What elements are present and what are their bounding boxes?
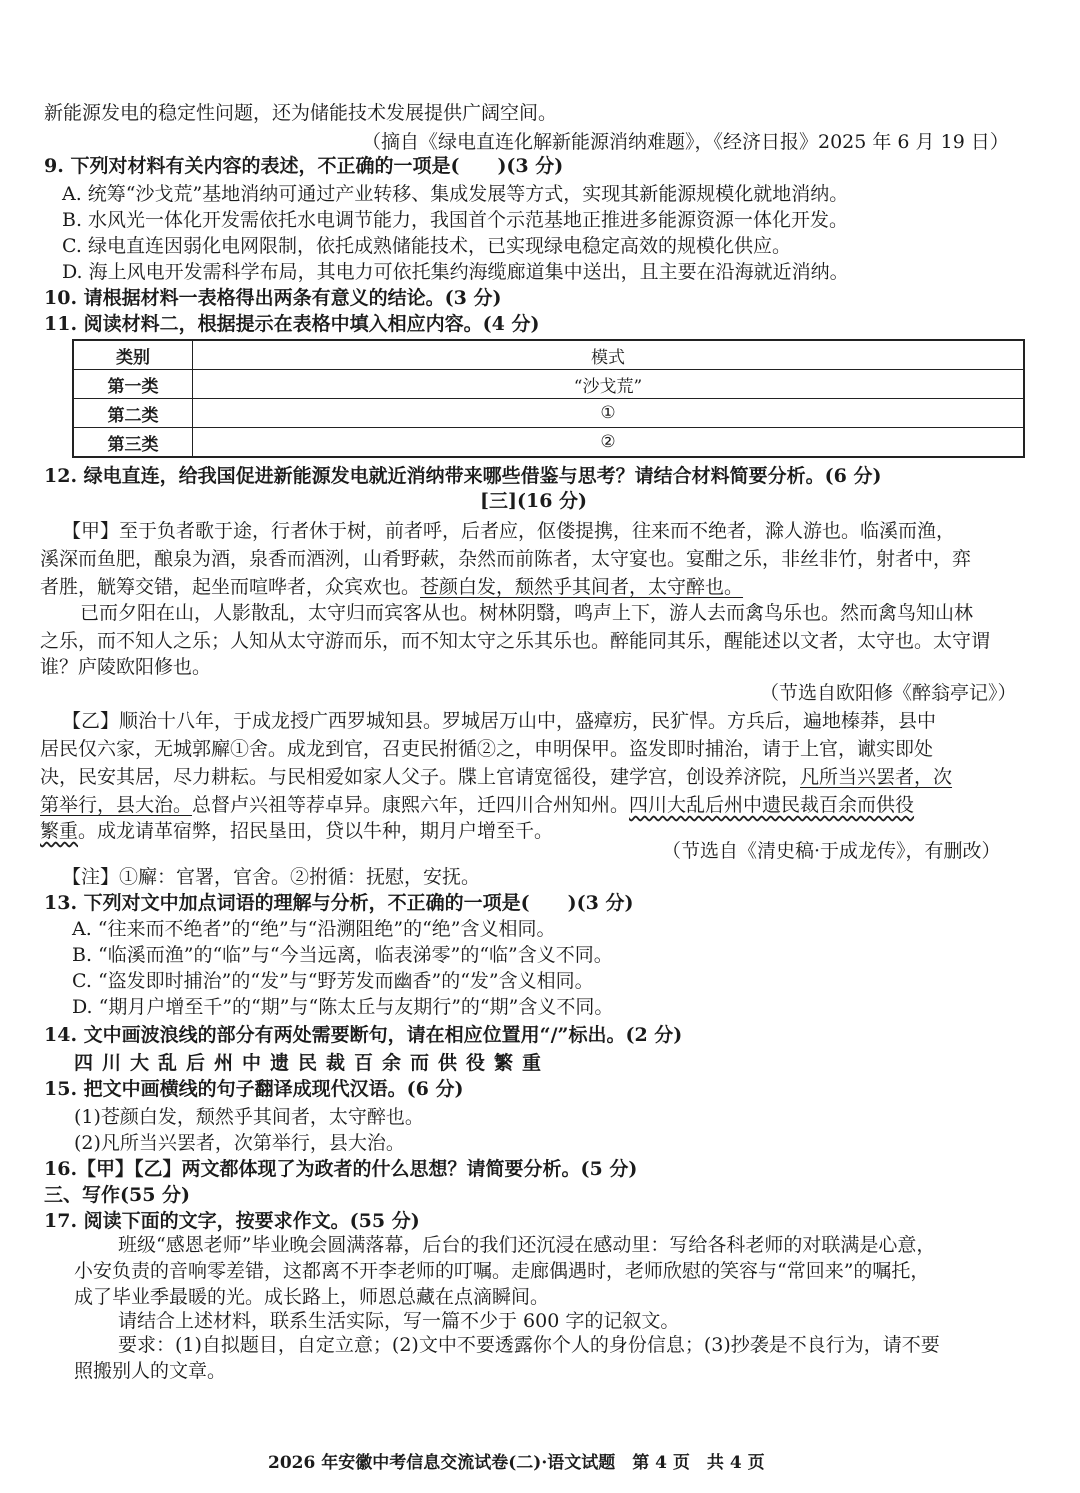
jia-line-6: 谁？庐陵欧阳修也。 bbox=[40, 656, 212, 678]
q11-stem: 11. 阅读材料二，根据提示在表格中填入相应内容。(4 分) bbox=[44, 313, 540, 335]
yi-line-3-text: 决，民安其居，尽力耕耘。与民相爱如家人父子。牒上官请宽徭役，建学宫，创设养济院， bbox=[40, 766, 801, 788]
q15-sentence-1: (1)苍颜白发，颓然乎其间者，太守醉也。 bbox=[74, 1106, 424, 1128]
table-row bbox=[73, 399, 1024, 428]
q14-stem: 14. 文中画波浪线的部分有两处需要断句，请在相应位置用“/”标出。(2 分) bbox=[44, 1024, 683, 1046]
annotation-note: 【注】①廨：官署，官舍。②拊循：抚慰，安抚。 bbox=[62, 866, 481, 888]
yi-wavy-passage-end: 繁重 bbox=[40, 820, 79, 842]
q9-option-a: A. 统筹“沙戈荒”基地消纳可通过产业转移、集成发展等方式，实现其新能源规模化就地消纳。 bbox=[62, 183, 849, 205]
yi-line-5 bbox=[40, 818, 553, 844]
yi-source: （节选自《清史稿·于成龙传》，有删改） bbox=[662, 840, 1001, 862]
q13-stem: 13. 下列对文中加点词语的理解与分析，不正确的一项是( )(3 分) bbox=[44, 892, 634, 914]
jia-line-2: 溪深而鱼肥，酿泉为酒，泉香而酒洌，山肴野蔌，杂然而前陈者，太守宴也。宴酣之乐，非丝非竹，射者中，弈 bbox=[40, 548, 972, 570]
table-cell-mode: ① bbox=[193, 399, 1025, 428]
material-source: （摘自《绿电直连化解新能源消纳难题》，《经济日报》2025 年 6 月 19 日） bbox=[362, 131, 1009, 153]
q9-stem: 9. 下列对材料有关内容的表述，不正确的一项是( )(3 分) bbox=[44, 155, 564, 177]
q17-requirements: 要求：(1)自拟题目，自定立意；(2)文中不要透露你个人的身份信息；(3)抄袭是不良行为，请不要 bbox=[118, 1334, 940, 1356]
yi-line-4 bbox=[40, 792, 914, 818]
q17-material-line-3: 成了毕业季最暖的光。成长路上，师恩总藏在点滴瞬间。 bbox=[74, 1286, 550, 1308]
yi-line-5-text: 。成龙请革宿弊，招民垦田，贷以牛种，期月户增至千。 bbox=[78, 820, 554, 842]
table-cell-category: 第一类 bbox=[73, 370, 193, 399]
jia-line-3-text: 者胜，觥筹交错，起坐而喧哗者，众宾欢也。 bbox=[40, 576, 421, 598]
q13-option-c: C. “盗发即时捕治”的“发”与“野芳发而幽香”的“发”含义相同。 bbox=[72, 970, 594, 992]
jia-source: （节选自欧阳修《醉翁亭记》） bbox=[760, 682, 1017, 704]
jia-line-3 bbox=[40, 574, 743, 600]
q10-stem: 10. 请根据材料一表格得出两条有意义的结论。(3 分) bbox=[44, 287, 502, 309]
q12-stem: 12. 绿电直连，给我国促进新能源发电就近消纳带来哪些借鉴与思考？请结合材料简要分析。(6 分) bbox=[44, 465, 882, 487]
writing-section-title: 三、写作(55 分) bbox=[44, 1184, 191, 1206]
yi-underlined-sentence-end: 第举行，县大治。 bbox=[40, 794, 193, 816]
q9-option-d: D. 海上风电开发需科学布局，其电力可依托集约海缆廊道集中送出，且主要在沿海就近消纳。 bbox=[62, 261, 849, 283]
table-cell-category: 第三类 bbox=[73, 428, 193, 458]
q17-material-line-1: 班级“感恩老师”毕业晚会圆满落幕，后台的我们还沉浸在感动里：写给各科老师的对联满是心意， bbox=[118, 1234, 936, 1256]
jia-line-4: 已而夕阳在山，人影散乱，太守归而宾客从也。树林阴翳，鸣声上下，游人去而禽鸟乐也。然而禽鸟知山林 bbox=[80, 602, 974, 624]
yi-wavy-passage-start: 四川大乱后州中遗民裁百余而供役 bbox=[629, 794, 915, 816]
table-header-category: 类别 bbox=[73, 340, 193, 370]
section3-title: [三](16 分) bbox=[480, 490, 588, 512]
jia-line-1: 【甲】至于负者歌于途，行者休于树，前者呼，后者应，伛偻提携，往来而不绝者，滁人游也。临溪而渔， bbox=[62, 520, 956, 542]
q13-option-b: B. “临溪而渔”的“临”与“今当远离，临表涕零”的“临”含义不同。 bbox=[72, 944, 613, 966]
yi-line-1: 【乙】顺治十八年，于成龙授广西罗城知县。罗城居万山中，盛瘴疠，民犷悍。方兵后，遍地榛莽，县中 bbox=[62, 710, 937, 732]
jia-underlined-sentence: 苍颜白发，颓然乎其间者，太守醉也。 bbox=[420, 576, 744, 598]
table-header-row bbox=[73, 340, 1024, 370]
q14-passage: 四川大乱后州中遗民裁百余而供役繁重 bbox=[74, 1052, 551, 1074]
q13-option-a: A. “往来而不绝者”的“绝”与“沿溯阻绝”的“绝”含义相同。 bbox=[72, 918, 556, 940]
q17-material-line-2: 小安负责的音响零差错，这都离不开李老师的叮嘱。走廊偶遇时，老师欣慰的笑容与“常回来”的嘱托， bbox=[74, 1260, 930, 1282]
table-row bbox=[73, 428, 1024, 458]
q15-sentence-2: (2)凡所当兴罢者，次第举行，县大治。 bbox=[74, 1132, 405, 1154]
q17-task: 请结合上述材料，联系生活实际，写一篇不少于 600 字的记叙文。 bbox=[118, 1310, 680, 1332]
q9-option-b: B. 水风光一体化开发需依托水电调节能力，我国首个示范基地正推进多能源资源一体化开发。 bbox=[62, 209, 849, 231]
q16-stem: 16.【甲】【乙】两文都体现了为政者的什么思想？请简要分析。(5 分) bbox=[44, 1158, 638, 1180]
yi-line-4-text: 总督卢兴祖等荐卓异。康熙六年，迁四川合州知州。 bbox=[192, 794, 630, 816]
material-tail-line: 新能源发电的稳定性问题，还为储能技术发展提供广阔空间。 bbox=[44, 102, 558, 124]
page-footer: 2026 年安徽中考信息交流试卷(二)·语文试题 第 4 页 共 4 页 bbox=[268, 1453, 765, 1473]
q13-option-d: D. “期月户增至千”的“期”与“陈太丘与友期行”的“期”含义不同。 bbox=[72, 996, 614, 1018]
table-cell-mode: “沙戈荒” bbox=[193, 370, 1025, 399]
yi-underlined-sentence-start: 凡所当兴罢者，次 bbox=[800, 766, 953, 788]
table-cell-mode: ② bbox=[193, 428, 1025, 458]
mode-table bbox=[72, 339, 1025, 458]
table-header-mode: 模式 bbox=[193, 340, 1025, 370]
yi-line-2: 居民仅六家，无城郭廨①舍。成龙到官，召吏民拊循②之，申明保甲。盗发即时捕治，请于上官，谳实即处 bbox=[40, 738, 934, 760]
q15-stem: 15. 把文中画横线的句子翻译成现代汉语。(6 分) bbox=[44, 1078, 464, 1100]
yi-line-3 bbox=[40, 764, 952, 790]
table-cell-category: 第二类 bbox=[73, 399, 193, 428]
jia-line-5: 之乐，而不知人之乐；人知从太守游而乐，而不知太守之乐其乐也。醉能同其乐，醒能述以文者，太守也。太守谓 bbox=[40, 630, 991, 652]
q9-option-c: C. 绿电直连因弱化电网限制，依托成熟储能技术，已实现绿电稳定高效的规模化供应。 bbox=[62, 235, 791, 257]
table-row bbox=[73, 370, 1024, 399]
q17-requirements-end: 照搬别人的文章。 bbox=[74, 1360, 227, 1382]
q17-stem: 17. 阅读下面的文字，按要求作文。(55 分) bbox=[44, 1210, 420, 1232]
